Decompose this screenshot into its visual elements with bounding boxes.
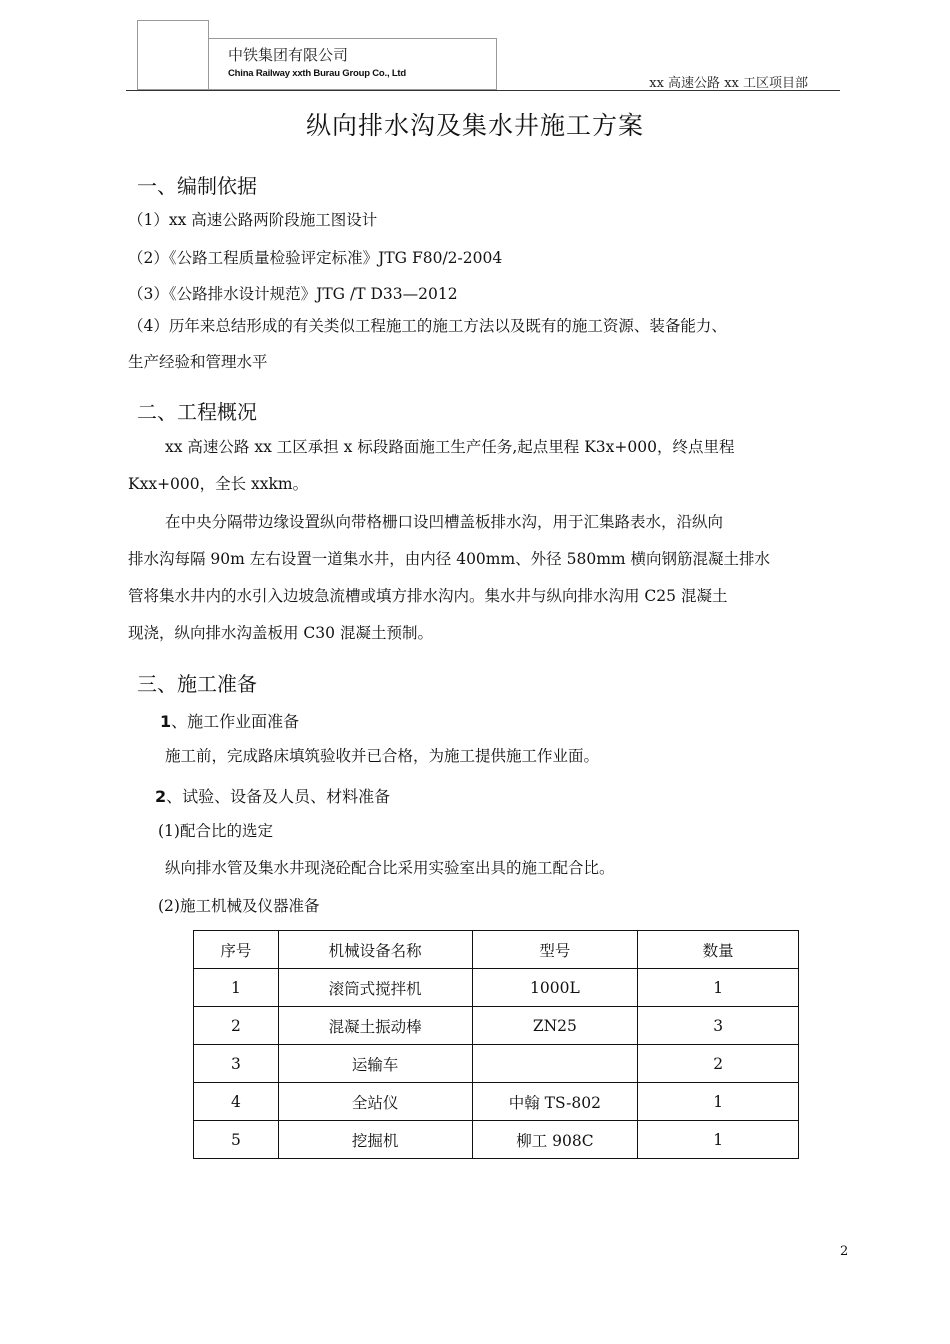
subheading-number: 1 bbox=[160, 712, 172, 731]
cell-quantity: 2 bbox=[638, 1045, 799, 1083]
header-cell-name: 机械设备名称 bbox=[278, 931, 472, 969]
cell-name: 运输车 bbox=[278, 1045, 472, 1083]
cell-model: 中翰 TS-802 bbox=[472, 1083, 638, 1121]
cell-quantity: 1 bbox=[638, 1121, 799, 1159]
section-heading-basis: 一、编制依据 bbox=[137, 174, 257, 198]
work-surface-body: 施工前，完成路床填筑验收并已合格，为施工提供施工作业面。 bbox=[165, 747, 600, 765]
overview-line-2: Kxx+000，全长 xxkm。 bbox=[128, 475, 309, 493]
company-name-cn: 中铁集团有限公司 bbox=[228, 46, 349, 64]
header-cell-quantity: 数量 bbox=[638, 931, 799, 969]
company-name-en: China Railway xxth Burau Group Co., Ltd bbox=[228, 68, 406, 79]
subheading-number: 2 bbox=[155, 787, 167, 806]
subheading-text: 、试验、设备及人员、材料准备 bbox=[166, 787, 391, 806]
cell-index: 3 bbox=[194, 1045, 279, 1083]
mix-ratio-heading: (1)配合比的选定 bbox=[158, 822, 273, 840]
project-name: xx 高速公路 xx 工区项目部 bbox=[649, 76, 808, 91]
table-row bbox=[194, 1121, 799, 1159]
header-cell-index: 序号 bbox=[194, 931, 279, 969]
table-row bbox=[194, 1083, 799, 1121]
cell-quantity: 3 bbox=[638, 1007, 799, 1045]
cell-name: 滚筒式搅拌机 bbox=[278, 969, 472, 1007]
cell-name: 挖掘机 bbox=[278, 1121, 472, 1159]
cell-index: 4 bbox=[194, 1083, 279, 1121]
overview-line-1: xx 高速公路 xx 工区承担 x 标段路面施工生产任务,起点里程 K3x+000，终点里程 bbox=[165, 438, 735, 456]
basis-item-2: （2）《公路工程质量检验评定标准》JTG F80/2-2004 bbox=[128, 249, 503, 267]
basis-item-4: （4）历年来总结形成的有关类似工程施工的施工方法以及既有的施工资源、装备能力、 bbox=[128, 317, 727, 335]
overview-line-6: 现浇，纵向排水沟盖板用 C30 混凝土预制。 bbox=[128, 624, 433, 642]
table-row bbox=[194, 1045, 799, 1083]
table-header-row bbox=[194, 931, 799, 969]
cell-quantity: 1 bbox=[638, 1083, 799, 1121]
overview-line-3: 在中央分隔带边缘设置纵向带格栅口设凹槽盖板排水沟，用于汇集路表水，沿纵向 bbox=[165, 513, 724, 531]
equipment-table bbox=[193, 930, 799, 1159]
document-title: 纵向排水沟及集水井施工方案 bbox=[305, 111, 644, 140]
page-number: 2 bbox=[840, 1244, 849, 1259]
section-heading-overview: 二、工程概况 bbox=[137, 400, 257, 424]
cell-model: ZN25 bbox=[472, 1007, 638, 1045]
cell-quantity: 1 bbox=[638, 969, 799, 1007]
basis-item-3: （3）《公路排水设计规范》JTG /T D33—2012 bbox=[128, 285, 458, 303]
cell-index: 5 bbox=[194, 1121, 279, 1159]
cell-index: 1 bbox=[194, 969, 279, 1007]
section-heading-preparation: 三、施工准备 bbox=[137, 672, 257, 696]
cell-name: 全站仪 bbox=[278, 1083, 472, 1121]
header-divider bbox=[126, 90, 840, 91]
subheading-work-surface bbox=[160, 709, 299, 732]
header-cell-model: 型号 bbox=[472, 931, 638, 969]
cell-name: 混凝土振动棒 bbox=[278, 1007, 472, 1045]
cell-model: 柳工 908C bbox=[472, 1121, 638, 1159]
equipment-heading: (2)施工机械及仪器准备 bbox=[158, 897, 320, 915]
cell-model bbox=[472, 1045, 638, 1083]
overview-line-4: 排水沟每隔 90m 左右设置一道集水井，由内径 400mm、外径 580mm 横向钢筋混凝土排水 bbox=[128, 550, 771, 568]
cell-index: 2 bbox=[194, 1007, 279, 1045]
subheading-text: 、施工作业面准备 bbox=[171, 712, 300, 731]
table-row bbox=[194, 969, 799, 1007]
logo-box bbox=[137, 20, 209, 90]
cell-model: 1000L bbox=[472, 969, 638, 1007]
subheading-materials bbox=[155, 784, 390, 807]
mix-ratio-body: 纵向排水管及集水井现浇砼配合比采用实验室出具的施工配合比。 bbox=[165, 859, 615, 877]
basis-item-4-cont: 生产经验和管理水平 bbox=[128, 353, 268, 371]
basis-item-1: （1）xx 高速公路两阶段施工图设计 bbox=[128, 211, 378, 229]
overview-line-5: 管将集水井内的水引入边坡急流槽或填方排水沟内。集水井与纵向排水沟用 C25 混凝土 bbox=[128, 587, 728, 605]
table-row bbox=[194, 1007, 799, 1045]
